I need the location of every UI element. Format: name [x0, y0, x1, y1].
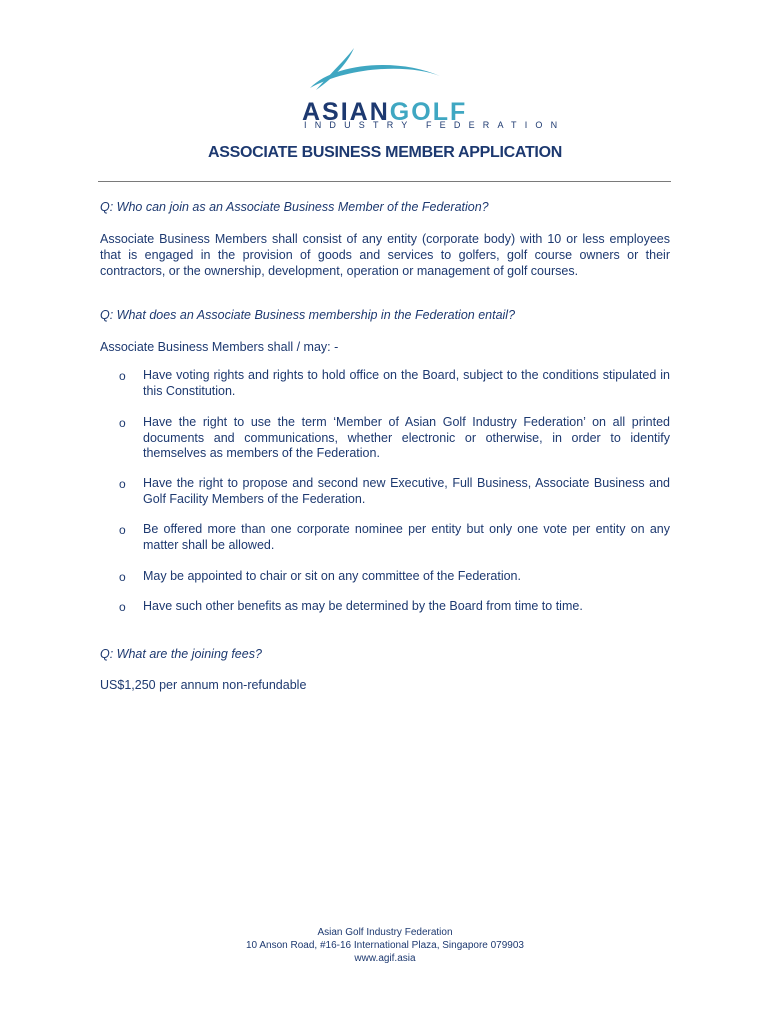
agif-logo — [290, 44, 566, 134]
list-item: Have voting rights and rights to hold office on the Board, subject to the conditions stipulated in this Constitution. — [143, 368, 670, 398]
bullet-marker: o — [119, 600, 126, 614]
question-who-can-join: Q: Who can join as an Associate Business Member of the Federation? — [100, 200, 489, 214]
page-title: ASSOCIATE BUSINESS MEMBER APPLICATION — [208, 144, 562, 161]
footer-address: 10 Anson Road, #16-16 International Plaza, Singapore 079903 — [246, 940, 524, 951]
bullet-marker: o — [119, 523, 126, 537]
list-item: Have the right to propose and second new Executive, Full Business, Associate Business and Golf Facility Members of the Federation. — [143, 476, 670, 506]
footer-organization: Asian Golf Industry Federation — [317, 927, 453, 938]
logo-subtitle: INDUSTRY FEDERATION — [304, 120, 566, 130]
answer-who-can-join: Associate Business Members shall consist of any entity (corporate body) with 10 or less employees that is engaged in the provision of goods and services to golfers, golf course owners or their contractors, or the ownership, development, operation or management of golf courses. — [100, 232, 670, 278]
question-joining-fees: Q: What are the joining fees? — [100, 647, 262, 661]
title-divider — [98, 181, 671, 182]
swoosh-graphic — [290, 44, 490, 104]
logo-word-asian: ASIAN — [302, 98, 390, 126]
list-item: Be offered more than one corporate nominee per entity but only one vote per entity on any matter shall be allowed. — [143, 522, 670, 552]
bullet-marker: o — [119, 369, 126, 383]
membership-intro: Associate Business Members shall / may: - — [100, 340, 339, 354]
answer-joining-fees: US$1,250 per annum non-refundable — [100, 678, 307, 692]
footer-website-link[interactable]: www.agif.asia — [354, 953, 416, 964]
list-item: Have the right to use the term ‘Member of Asian Golf Industry Federation’ on all printed documents and communications, whether electronic or otherwise, in order to identify themselves as members of the Federation. — [143, 415, 670, 460]
bullet-marker: o — [119, 570, 126, 584]
bullet-marker: o — [119, 416, 126, 430]
list-item: Have such other benefits as may be determined by the Board from time to time. — [143, 599, 583, 613]
question-membership-entails: Q: What does an Associate Business membership in the Federation entail? — [100, 308, 516, 322]
page-footer — [0, 926, 770, 965]
list-item: May be appointed to chair or sit on any committee of the Federation. — [143, 569, 521, 583]
logo-word-golf: GOLF — [389, 98, 468, 126]
bullet-marker: o — [119, 477, 126, 491]
